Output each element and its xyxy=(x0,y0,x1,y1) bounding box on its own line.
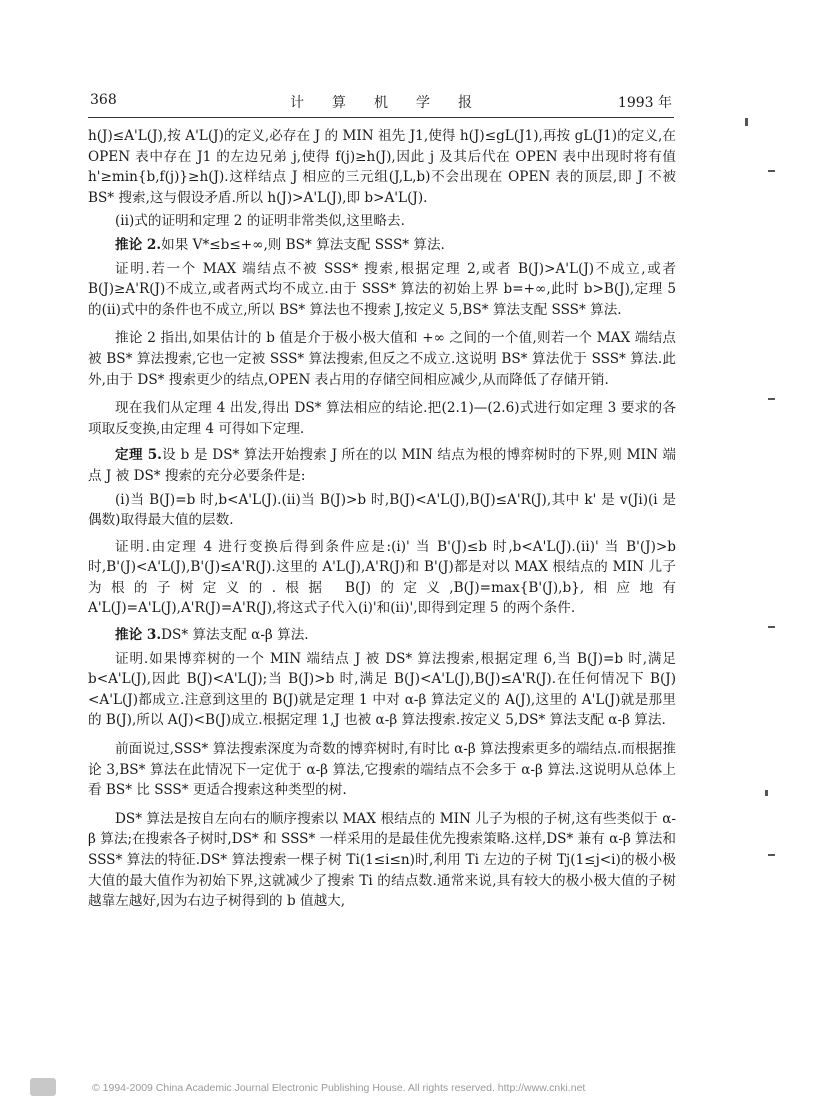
corollary-3: 推论 3.DS* 算法支配 α-β 算法. xyxy=(115,627,309,644)
heading-label: 推论 3. xyxy=(115,627,162,644)
corollary-2: 推论 2.如果 V*≤b≤+∞,则 BS* 算法支配 SSS* 算法. xyxy=(115,236,445,253)
paragraph-ii-proof-note: (ii)式的证明和定理 2 的证明非常类似,这里略去. xyxy=(115,213,405,230)
publication-year: 1993 年 xyxy=(617,95,672,111)
corollary-2-proof: 证明.若一个 MAX 端结点不被 SSS* 搜索,根据定理 2,或者 B(J)>A'L(J)不成立,或者 B(J)≥A'R(J)不成立,或者两式均不成立.由于 SSS* 算法的初始上界 b=+∞,此时 b>B(J),定理 5 的(ii)式中的条件也不成立,所以 BS* 算法也不搜索 J,按定义 5,BS* 算法支配 SSS* 算法. xyxy=(88,260,676,318)
paragraph-ds-strategy: DS* 算法是按自左向右的顺序搜索以 MAX 根结点的 MIN 儿子为根的子树,这有些类似于 α-β 算法;在搜索各子树时,DS* 和 SSS* 一样采用的是最佳优先搜索策略.这样,DS* 兼有 α-β 算法和 SSS* 算法的特征.DS* 算法搜索一棵子树 Ti(1≤i≤n)时,利用 Ti 左边的子树 Tj(1≤j<i)的极小极大值的最大值作为初始下界,这就减少了搜索 Ti 的结点数.通常来说,具有较大的极小极大值的子树越靠左越好,因为右边子树得到的 b 值越大, xyxy=(88,810,676,910)
header-rule xyxy=(88,117,674,118)
paragraph-depth-comparison: 前面说过,SSS* 算法搜索深度为奇数的博弈树时,有时比 α-β 算法搜索更多的端结点.而根据推论 3,BS* 算法在此情况下一定优于 α-β 算法,它搜索的端结点不会多于 α-β 算法.这说明从总体上看 BS* 比 SSS* 更适合搜索这种类型的树. xyxy=(88,741,676,799)
margin-mark xyxy=(768,626,775,628)
paragraph-corollary-2-discussion: 推论 2 指出,如果估计的 b 值是介于极小极大值和 +∞ 之间的一个值,则若一个 MAX 端结点被 BS* 算法搜索,它也一定被 SSS* 算法搜索,但反之不成立.这说明 BS* 算法优于 SSS* 算法.此外,由于 DS* 搜索更少的结点,OPEN 表占用的存储空间相应减少,从而降低了存储开销. xyxy=(88,330,676,388)
theorem-5: 定理 5.设 b 是 DS* 算法开始搜索 J 所在的以 MIN 结点为根的博弈树时的下界,则 MIN 端点 J 被 DS* 搜索的充分必要条件是: xyxy=(88,447,676,484)
theorem-5-proof: 证明.由定理 4 进行变换后得到条件应是:(i)' 当 B'(J)≤b 时,b<A'L(J).(ii)' 当 B'(J)>b 时,B'(J)<A'L(J),B'(J)≤A'R(J).这里的 A'L(J),A'R(J)和 B'(J)都是对以 MAX 根结点的 MIN 儿子为根的子树定义的.根据 B(J)的定义,B(J)=max{B'(J),b},相应地有 A'L(J)=A'L(J),A'R(J)=A'R(J),将这式子代入(i)'和(ii)',即得到定理 5 的两个条件. xyxy=(88,538,676,617)
running-header xyxy=(90,92,672,112)
paragraph-ds-intro: 现在我们从定理 4 出发,得出 DS* 算法相应的结论.把(2.1)—(2.6)式进行如定理 3 要求的各项取反变换,由定理 4 可得如下定理. xyxy=(88,400,676,437)
margin-mark xyxy=(768,170,775,172)
margin-mark xyxy=(768,854,775,856)
copyright-notice: © 1994-2009 China Academic Journal Electronic Publishing House. All rights reserved. http://www.cnki.net xyxy=(92,1082,586,1094)
paragraph-proof-continued: h(J)≤A'L(J),按 A'L(J)的定义,必存在 J 的 MIN 祖先 J1,使得 h(J)≤gL(J1),再按 gL(J1)的定义,在 OPEN 表中存在 J1 的左边兄弟 j,使得 f(j)≥h(J),因此 j 及其后代在 OPEN 表中出现时将有值 h'≥min{b,f(j)}≥h(J).这样结点 J 相应的三元组(J,L,b)不会出现在 OPEN 表的顶层,即 J 不被 BS* 搜索,这与假设矛盾.所以 h(J)>A'L(J),即 b>A'L(J). xyxy=(88,128,676,206)
corollary-3-proof: 证明.如果博弈树的一个 MIN 端结点 J 被 DS* 算法搜索,根据定理 6,当 B(J)=b 时,满足 b<A'L(J),因此 B(J)<A'L(J);当 B(J)>b 时,满足 B(J)<A'L(J),B(J)≤A'R(J).在任何情况下 B(J)<A'L(J)都成立.注意到这里的 B(J)就是定理 1 中对 α-β 算法定义的 A(J),这里的 A'L(J)就是那里的 B(J),所以 A(J)<B(J)成立.根据定理 1,J 也被 α-β 算法搜索.按定义 5,DS* 算法支配 α-β 算法. xyxy=(88,650,676,729)
margin-mark xyxy=(768,398,775,400)
publisher-logo-icon xyxy=(30,1078,56,1096)
margin-mark xyxy=(765,790,768,796)
journal-title: 计算机学报 xyxy=(290,95,500,111)
article-body xyxy=(88,126,676,912)
footer xyxy=(92,1082,692,1102)
page-number: 368 xyxy=(90,92,117,108)
margin-mark xyxy=(745,118,748,126)
heading-label: 定理 5. xyxy=(115,447,162,464)
heading-label: 推论 2. xyxy=(115,236,162,253)
theorem-5-conditions: (i)当 B(J)=b 时,b<A'L(J).(ii)当 B(J)>b 时,B(J)<A'L(J),B(J)≤A'R(J),其中 k' 是 v(Ji)(i 是偶数)取得最大值的层数. xyxy=(88,491,676,529)
